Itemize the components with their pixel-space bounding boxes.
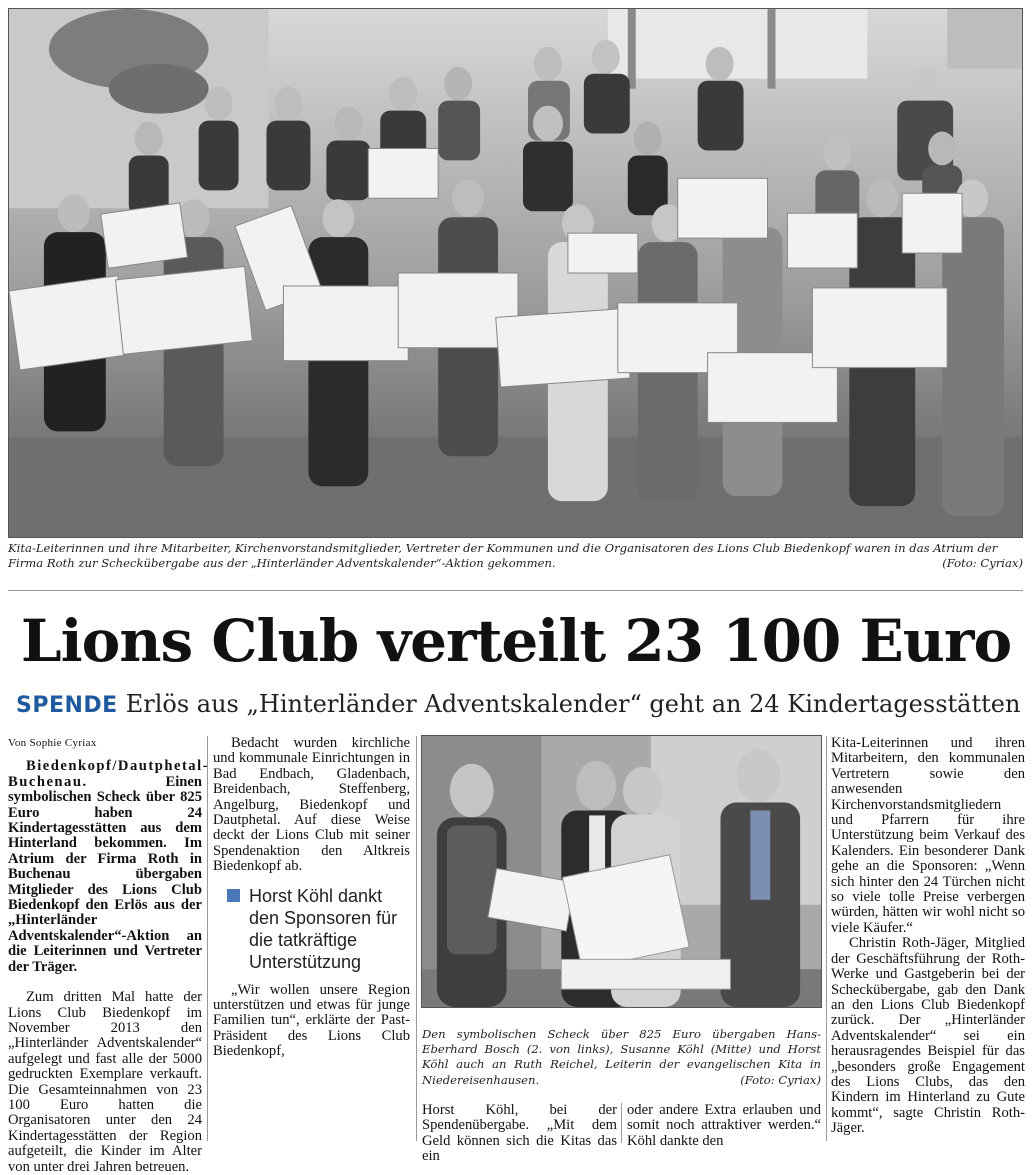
article-paragraph: Horst Köhl, bei der Spendenübergabe. „Mit dem Geld können sich die Kitas das ein [422,1102,617,1165]
cheque-handover-caption [422,1027,821,1088]
kicker-label: SPENDE [16,693,118,718]
article-paragraph: Bedacht wurden kirchliche und kommunale Einrichtungen in Bad Endbach, Gladenbach, Breidenbach, Steffenberg, Angelburg, Biedenkopf und Dautphetal. Auf diese Weise deckt der Lions Club mit seiner Spendenaktion den Altkreis Biedenkopf ab. [213,735,410,875]
article-column-5 [831,736,1025,1137]
article-paragraph: „Wir wollen unsere Region unterstützen und etwas für junge Familien tun“, erklärte der Past-Präsident des Lions Club Biedenkopf, [213,981,410,1060]
column-rule [207,736,208,1141]
column-rule [826,736,827,1141]
bullet-square-icon [227,889,240,902]
article-column-3 [422,1103,617,1165]
group-photo-caption-text: Kita-Leiterinnen und ihre Mitarbeiter, Kirchenvorstandsmitglieder, Vertreter der Kommunen und die Organisatoren des Lions Club Biedenkopf waren in das Atrium der Firma Roth zur Scheckübergabe aus der „Hinterländer Adventskalender“-Aktion gekommen. [8,541,998,570]
article-paragraph: oder andere Extra erlauben und somit noch attraktiver werden.“ Köhl dankte den [627,1102,821,1149]
group-photo-caption [8,541,1023,571]
pull-quote-text: Horst Köhl dankt den Sponsoren für die tatkräftige Unterstützung [249,885,398,972]
lead-text: Einen symbolischen Scheck über 825 Euro haben 24 Kindertagesstätten aus dem Hinterland bekommen. Im Atrium der Firma Roth in Buchenau übergaben Mitglieder des Lions Club Biedenkopf den Erlös aus der „Hinterländer Adventskalender“-Aktion an die Leiterinnen und Vertreter der Träger. [8,773,202,975]
group-photo [8,8,1023,538]
cheque-handover-photo [421,735,822,1008]
lead-paragraph [8,758,210,975]
cheque-handover-caption-text: Den symbolischen Scheck über 825 Euro übergaben Hans-Eberhard Bosch (2. von links), Susanne Köhl (Mitte) und Horst Köhl auch an Ruth Reichel, Leiterin der evangelischen Kita in Niedereisenhausen. [422,1027,821,1087]
section-divider [8,590,1023,591]
article-paragraph: Kita-Leiterinnen und ihren Mitarbeitern, den kommunalen Vertretern sowie den anwesenden Kirchenvorstandsmitgliedern und Pfarrern für ihre Unterstützung beim Verkauf des Kalenders. Ein besonderer Dank gehe an die Sponsoren: „Wenn sich hinter den 24 Türchen nicht so viele tolle Preise verbergen würden, hätten wir wohl nicht so viele Käufer.“ [831,735,1025,936]
article-paragraph: Zum dritten Mal hatte der Lions Club Biedenkopf im November 2013 den „Hinterländer Adventskalender“ aufgelegt und fast alle der 5000 gedruckten Exemplare verkauft. Die Gesamteinnahmen von 23 100 Euro hatten die Organisatoren unter den 24 Kindertagesstätten der Region aufgeteilt, die Kinder im Alter von unter drei Jahren betreuen. [8,989,202,1175]
article-column-4 [627,1103,821,1149]
article-column-2 [213,736,410,1060]
article-column-1 [8,736,210,1175]
column-rule [416,736,417,1141]
dateline: Biedenkopf/Dautphetal-Buchenau. [8,758,210,790]
subheadline [16,690,1026,724]
column-rule [621,1103,622,1143]
cheque-handover-credit: (Foto: Cyriax) [740,1072,821,1087]
subheadline-text: Erlös aus „Hinterländer Adventskalender“ geht an 24 Kindertagesstätten [125,690,1021,718]
article-paragraph: Christin Roth-Jäger, Mitglied der Geschäftsführung der Roth-Werke und Gastgeberin bei der Scheckübergabe, gab den Dank an den Lions Club Biedenkopf zurück. Der „Hinterländer Adventskalender“ sei ein herausragendes Beispiel für das „besonders große Engagement des Lions Clubs, das den Kindern im Hinterland zu Gute kommt“, sagte Christin Roth-Jäger. [831,935,1025,1137]
cheque-handover-image [422,736,821,1007]
byline: Von Sophie Cyriax [8,737,97,749]
pull-quote [227,885,410,973]
group-photo-image [9,9,1022,537]
headline: Lions Club verteilt 23 100 Euro [20,607,1012,675]
group-photo-credit: (Foto: Cyriax) [942,556,1023,570]
